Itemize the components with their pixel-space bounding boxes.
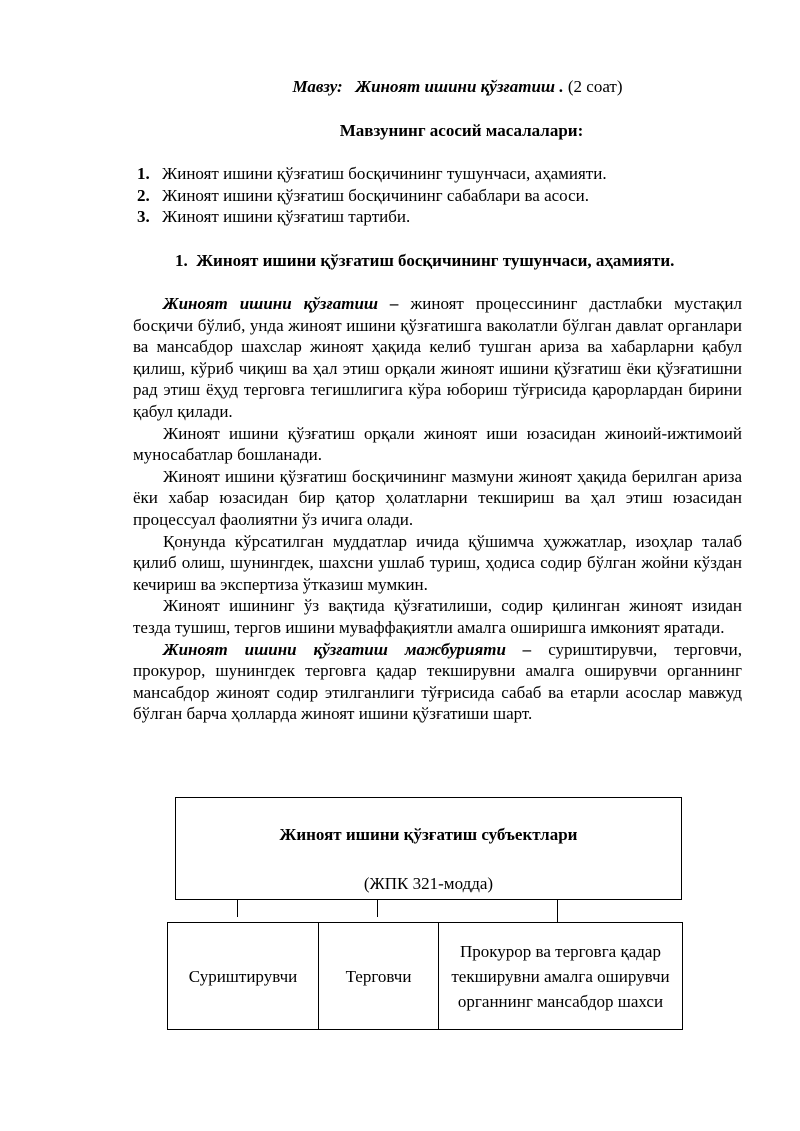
section-body (133, 293, 742, 725)
questions-list (133, 163, 742, 228)
section-title: Жиноят ишини қўзғатиш босқичининг тушунчаси, аҳамияти. (196, 251, 675, 270)
topic-title: Жиноят ишини қўзғатиш . (355, 77, 564, 96)
question-number: 3. (137, 207, 150, 227)
question-text: Жиноят ишини қўзғатиш тартиби. (162, 207, 411, 227)
list-item (133, 185, 742, 207)
term: Жиноят ишини қўзғатиш мажбурияти – (163, 639, 532, 659)
subject-cell: Суриштирувчи (188, 966, 298, 986)
question-text: Жиноят ишини қўзғатиш босқичининг тушунчаси, аҳамияти. (162, 164, 607, 183)
subject-cell: Прокурор ва терговга қадар текширувни амалга оширувчи органнинг мансабдор шахси (438, 923, 682, 1029)
paragraph: Қонунда кўрсатилган муддатлар ичида қўшимча ҳужжатлар, изоҳлар талаб қилиб олиш, шунингдек, шахсни ушлаб туриш, ҳодиса содир бўлган жойни кўздан кечириш ва экспертиза ўтказиш мумкин. (133, 531, 742, 594)
main-questions-heading: Мавзунинг асосий масалалари: (339, 121, 584, 140)
topic-label: Мавзу: (292, 77, 343, 96)
diagram-subtitle: (ЖПК 321-модда) (363, 874, 494, 893)
section-number: 1. (175, 251, 188, 270)
question-text: Жиноят ишини қўзғатиш босқичининг сабаблари ва асоси. (162, 185, 589, 205)
document-page (133, 0, 742, 1131)
question-number: 1. (137, 164, 150, 183)
paragraph: Жиноят ишини қўзғатиш – жиноят процессининг дастлабки мустақил босқичи бўлиб, унда жиноят ишини қўзғатишга ваколатли бўлган давлат органлари ва мансабдор шахслар жиноят ҳақида келиб тушган ариза ва хабарларни қабул қилиш, кўриб чиқиш ва ҳал этиш орқали жиноят ишини қўзғатиш ёки қўзғатишни рад этиш ёҳуд терговга тегишлигига кўра юбориш тўғрисида қарорлардан бирини қабул қилади. (133, 294, 742, 421)
topic-line (133, 76, 742, 98)
term: Жиноят ишини қўзғатиш – (163, 294, 399, 313)
paragraph: Жиноят ишининг ўз вақтида қўзғатилиши, содир қилинган жиноят изидан тезда тушиш, тергов ишини муваффақиятли амалга оширишга имконият яратади. (133, 596, 742, 637)
paragraph: Жиноят ишини қўзғатиш босқичининг мазмуни жиноят ҳақида берилган ариза ёки хабар юзасидан бир қатор ҳолатларни текшириш ва ҳал этиш юзасидан процессуал фаолиятни ўз ичига олади. (133, 466, 742, 529)
subject-cell: Терговчи (318, 923, 438, 1029)
list-item (133, 206, 742, 228)
section-heading (133, 250, 742, 272)
paragraph: Жиноят ишини қўзғатиш мажбурияти – суриштирувчи, терговчи, прокурор, шунингдек терговга қадар текширувни амалга оширувчи органнинг мансабдор жиноят содир этилганлиги тўғрисида сабаб ва етарли асослар мавжуд бўлган барча ҳолларда жиноят ишини қўзғатиши шарт. (133, 639, 742, 724)
paragraph: Жиноят ишини қўзғатиш орқали жиноят иши юзасидан жиноий-ижтимоий муносабатлар бошланади. (133, 423, 742, 465)
topic-duration: (2 соат) (567, 77, 623, 96)
question-number: 2. (137, 185, 150, 205)
list-item (133, 163, 742, 185)
diagram-title: Жиноят ишини қўзғатиш субъектлари (279, 825, 578, 844)
